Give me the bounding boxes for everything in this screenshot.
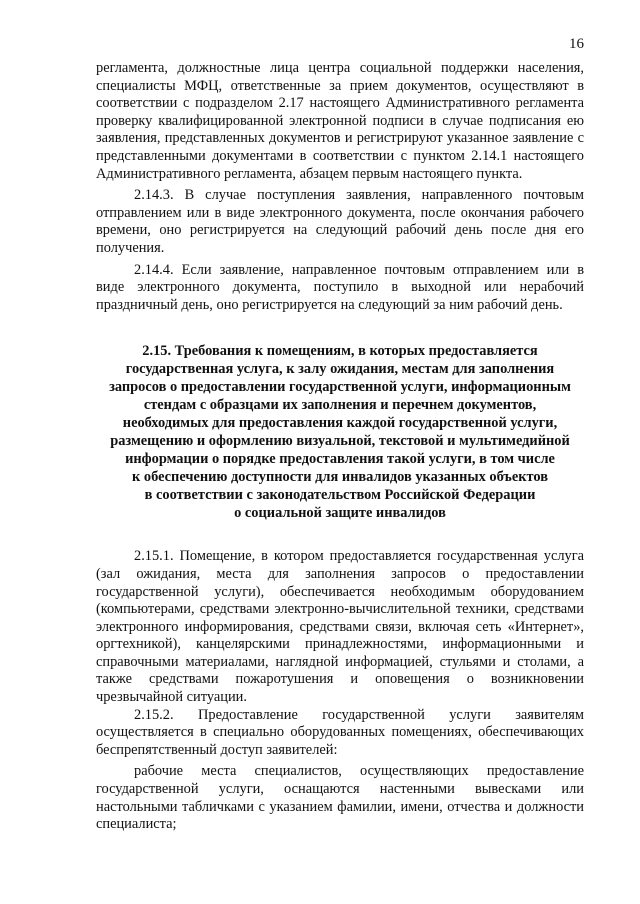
- section-heading-2-15: [96, 342, 584, 522]
- heading-line: государственная услуга, к залу ожидания, местам для заполнения: [125, 361, 555, 378]
- heading-line: в соответствии с законодательством Российской Федерации: [144, 487, 536, 504]
- paragraph-2-14-4: 2.14.4. Если заявление, направленное почтовым отправлением или в виде электронного документа, поступило в выходной или нерабочий праздничный день, оно регистрируется на следующий за ним рабочий день.: [96, 261, 584, 313]
- heading-line: стендам с образцами их заполнения и перечнем документов,: [143, 397, 537, 414]
- heading-line: размещению и оформлению визуальной, текстовой и мультимедийной: [110, 433, 570, 450]
- document-body: [96, 60, 584, 834]
- paragraph-continuation: регламента, должностные лица центра социальной поддержки населения, специалисты МФЦ, ответственные за прием документов, осуществляют в соответствии с подразделом 2.17 настоящего Административного регламента проверку квалифицированной электронной подписи в случае подписания ею заявления, представленных документов и регистрируют указанное заявление с представленными документами в соответствии с пунктом 2.14.1 настоящего Административного регламента, абзацем первым настоящего пункта.: [96, 60, 584, 182]
- heading-line: необходимых для предоставления каждой государственной услуги,: [122, 415, 558, 432]
- heading-line: к обеспечению доступности для инвалидов указанных объектов: [131, 469, 548, 486]
- paragraph-2-14-3: 2.14.3. В случае поступления заявления, направленного почтовым отправлением или в виде электронного документа, после окончания рабочего времени, оно регистрируется на следующий рабочий день после дня его получения.: [96, 187, 584, 256]
- paragraph-2-15-1: 2.15.1. Помещение, в котором предоставляется государственная услуга (зал ожидания, места для заполнения запросов о предоставлении государственной услуги), обеспечивается необходимым оборудованием (компьютерами, средствами электронно-вычислительной техники, средствами электронного информирования, средствами связи, включая сеть «Интернет», оргтехникой), канцелярскими принадлежностями, информационными и справочными материалами, наглядной информацией, стульями и столами, а также средствами пожаротушения и оповещения о возникновении чрезвычайной ситуации.: [96, 548, 584, 706]
- heading-line: 2.15. Требования к помещениям, в которых предоставляется: [142, 343, 538, 360]
- page-number: 16: [569, 36, 584, 52]
- paragraph-workplaces: рабочие места специалистов, осуществляющих предоставление государственной услуги, оснащаются настенными вывесками или настольными табличками с указанием фамилии, имени, отчества и должности специалиста;: [96, 763, 584, 833]
- paragraph-2-15-2: 2.15.2. Предоставление государственной услуги заявителям осуществляется в специально оборудованных помещениях, обеспечивающих беспрепятственный доступ заявителей:: [96, 706, 584, 758]
- heading-line: информации о порядке предоставления такой услуги, в том числе: [125, 451, 555, 468]
- heading-line: о социальной защите инвалидов: [234, 505, 446, 522]
- heading-line: запросов о предоставлении государственной услуги, информационным: [109, 379, 571, 396]
